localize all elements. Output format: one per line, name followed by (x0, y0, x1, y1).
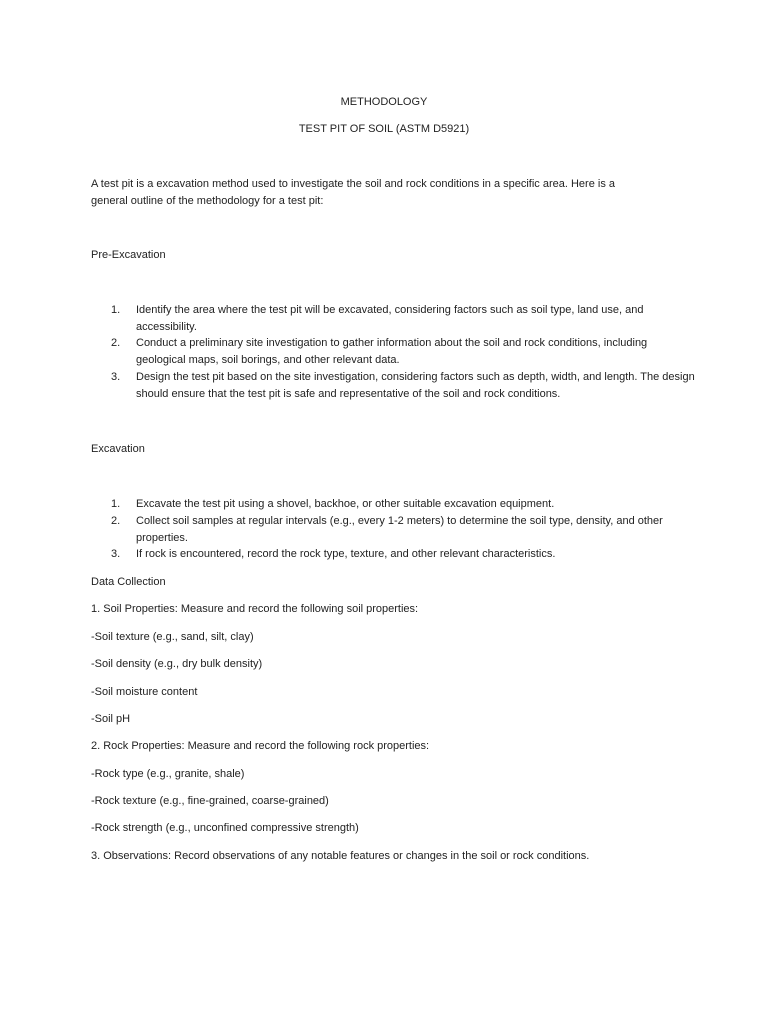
list-item-text: Identify the area where the test pit will be excavated, considering factors such as soil type, land use, and accessibility. (136, 304, 644, 333)
list-item-text: Collect soil samples at regular intervals (e.g., every 1-2 meters) to determine the soil type, density, and other properties. (136, 515, 663, 544)
list-item-number: 3. (111, 548, 121, 560)
data-collection-line: 3. Observations: Record observations of any notable features or changes in the soil or rock conditions. (91, 850, 590, 862)
intro-paragraph-line-1: A test pit is a excavation method used to investigate the soil and rock conditions in a specific area. Here is a (91, 178, 616, 190)
data-collection-line: 1. Soil Properties: Measure and record the following soil properties: (91, 603, 419, 615)
list-item-number: 1. (111, 498, 121, 510)
document-title: METHODOLOGY (340, 96, 428, 108)
document-subtitle: TEST PIT OF SOIL (ASTM D5921) (298, 123, 470, 135)
data-collection-line: -Rock texture (e.g., fine-grained, coarse-grained) (91, 795, 329, 807)
section-heading-excavation: Excavation (91, 443, 145, 455)
intro-paragraph-line-2: general outline of the methodology for a test pit: (91, 195, 324, 207)
data-collection-line: -Soil density (e.g., dry bulk density) (91, 658, 263, 670)
section-heading-pre-excavation: Pre-Excavation (91, 249, 166, 261)
data-collection-line: -Soil texture (e.g., sand, silt, clay) (91, 631, 254, 643)
data-collection-line: -Soil moisture content (91, 686, 198, 698)
list-item-text: Conduct a preliminary site investigation to gather information about the soil and rock conditions, including geological maps, soil borings, and other relevant data. (136, 337, 648, 366)
data-collection-line: -Rock type (e.g., granite, shale) (91, 768, 245, 780)
data-collection-line: 2. Rock Properties: Measure and record the following rock properties: (91, 740, 430, 752)
list-item-text: If rock is encountered, record the rock type, texture, and other relevant characteristics. (136, 548, 556, 560)
list-item-number: 1. (111, 304, 121, 316)
list-item-number: 2. (111, 337, 121, 349)
section-heading-data-collection: Data Collection (91, 576, 166, 588)
list-item-text: Design the test pit based on the site investigation, considering factors such as depth, width, and length. The design should ensure that the test pit is safe and representative of the soil and rock conditions. (136, 371, 695, 400)
list-item-number: 3. (111, 371, 121, 383)
data-collection-line: -Rock strength (e.g., unconfined compressive strength) (91, 822, 359, 834)
list-item-number: 2. (111, 515, 121, 527)
list-item-text: Excavate the test pit using a shovel, backhoe, or other suitable excavation equipment. (136, 498, 555, 510)
data-collection-line: -Soil pH (91, 713, 131, 725)
